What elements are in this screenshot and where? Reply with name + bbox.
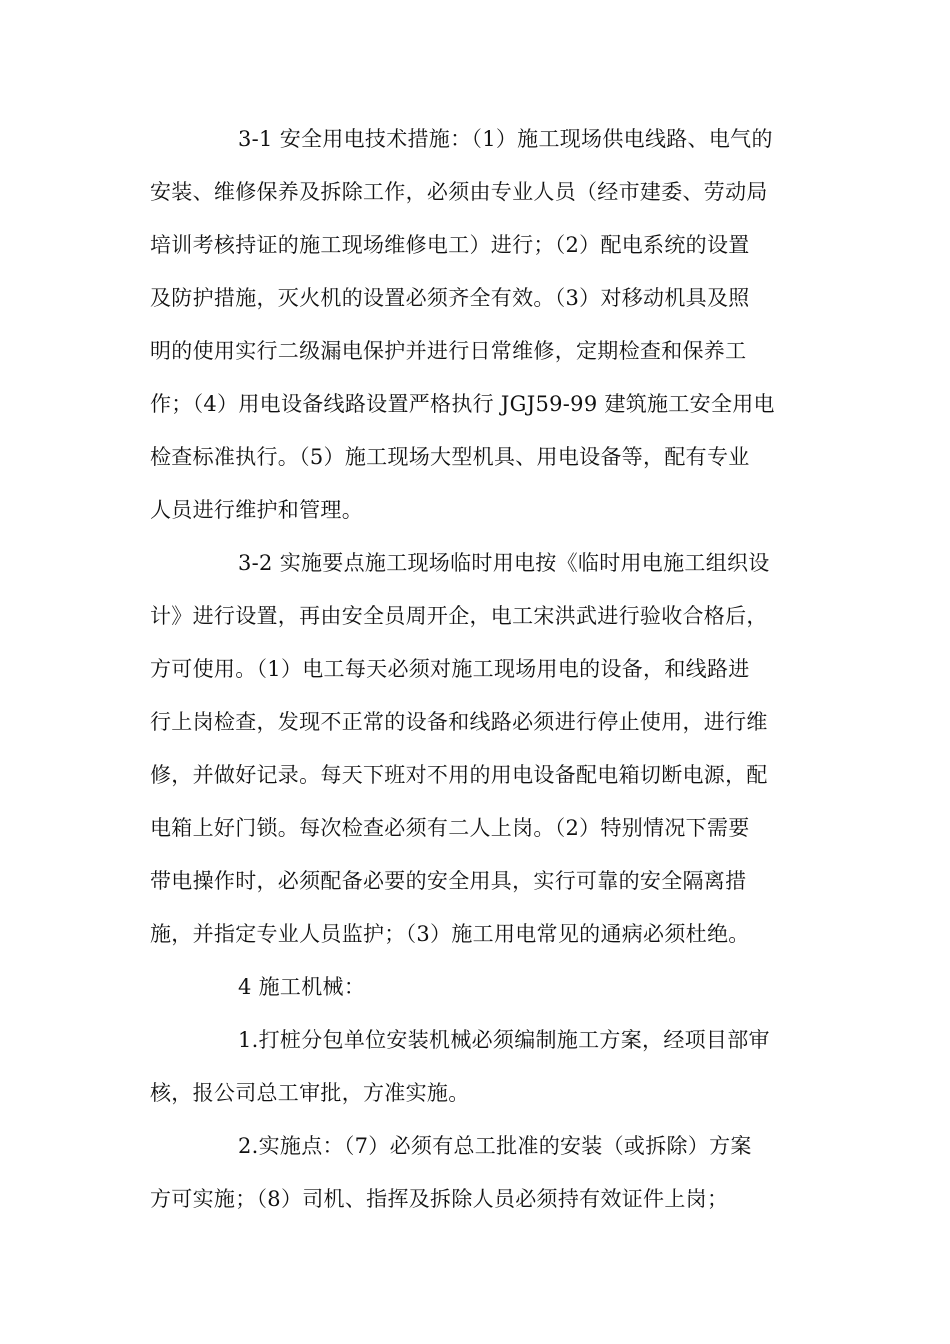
text-line: 3-2 实施要点施工现场临时用电按《临时用电施工组织设 (238, 551, 770, 575)
text-line: 作；（4）用电设备线路设置严格执行 JGJ59-99 建筑施工安全用电 (150, 392, 775, 416)
text-line: 电箱上好门锁。每次检查必须有二人上岗。（2）特别情况下需要 (150, 816, 750, 840)
paragraph-pile-driving-subcontractor (150, 1014, 802, 1120)
text-line: 2.实施点：（7）必须有总工批准的安装（或拆除）方案 (238, 1134, 752, 1158)
text-line: 培训考核持证的施工现场维修电工）进行；（2）配电系统的设置 (150, 233, 750, 257)
text-line: 修，并做好记录。每天下班对不用的用电设备配电箱切断电源，配 (150, 763, 768, 787)
text-line: 明的使用实行二级漏电保护并进行日常维修，定期检查和保养工 (150, 339, 747, 363)
text-line: 人员进行维护和管理。 (150, 498, 363, 522)
text-line: 方可使用。（1）电工每天必须对施工现场用电的设备，和线路进 (150, 657, 750, 681)
text-line: 4 施工机械： (238, 975, 366, 999)
text-line: 行上岗检查，发现不正常的设备和线路必须进行停止使用，进行维 (150, 710, 768, 734)
text-line: 3-1 安全用电技术措施：（1）施工现场供电线路、电气的 (238, 127, 773, 151)
text-line: 1.打桩分包单位安装机械必须编制施工方案，经项目部审 (238, 1028, 770, 1052)
text-line: 方可实施；（8）司机、指挥及拆除人员必须持有效证件上岗； (150, 1187, 729, 1211)
section-heading-construction-machinery (150, 961, 802, 1014)
text-line: 计》进行设置，再由安全员周开企，电工宋洪武进行验收合格后， (150, 604, 768, 628)
paragraph-electrical-safety-measures (150, 113, 802, 537)
text-line: 及防护措施，灭火机的设置必须齐全有效。（3）对移动机具及照 (150, 286, 750, 310)
document-body (150, 113, 802, 1226)
text-line: 带电操作时，必须配备必要的安全用具，实行可靠的安全隔离措 (150, 869, 747, 893)
text-line: 核，报公司总工审批，方准实施。 (150, 1081, 470, 1105)
text-line: 施，并指定专业人员监护；（3）施工用电常见的通病必须杜绝。 (150, 922, 750, 946)
paragraph-implementation-points (150, 537, 802, 961)
text-line: 检查标准执行。（5）施工现场大型机具、用电设备等，配有专业 (150, 445, 750, 469)
text-line: 安装、维修保养及拆除工作，必须由专业人员（经市建委、劳动局 (150, 180, 768, 204)
paragraph-implementation-requirements (150, 1120, 802, 1226)
